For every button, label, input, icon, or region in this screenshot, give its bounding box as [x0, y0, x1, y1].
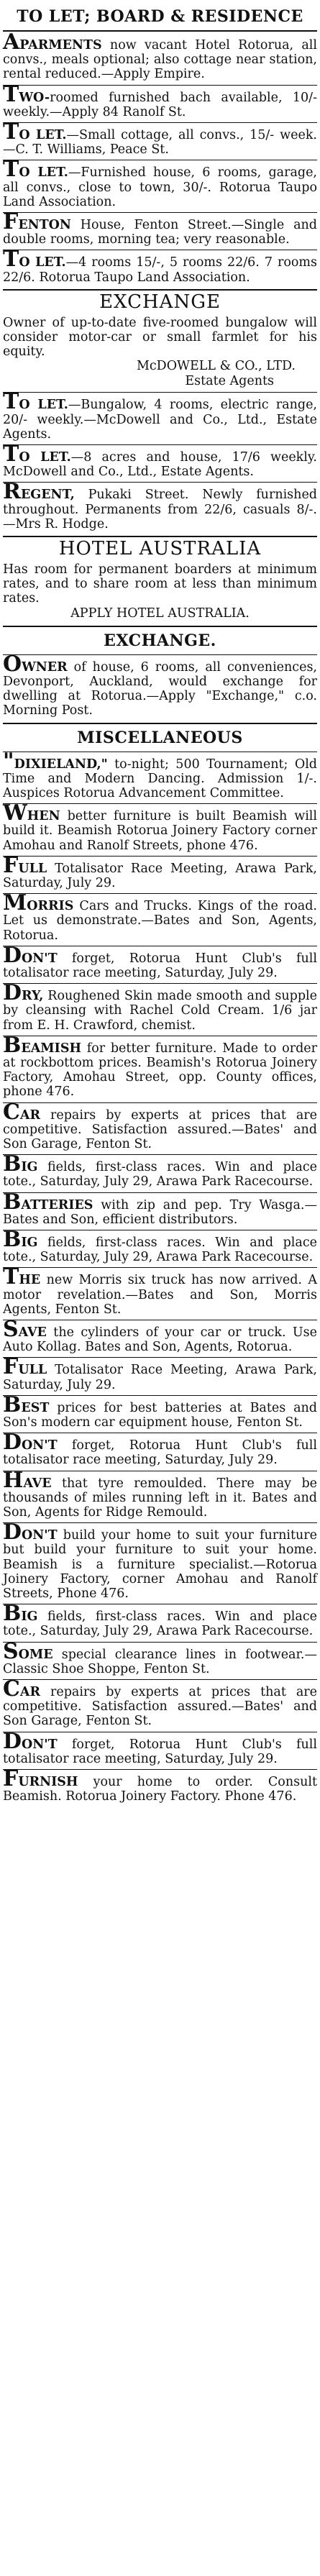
- divider: [3, 723, 317, 724]
- ad-text: of house, 6 rooms, all conveniences, Devonport, Auckland, would exchange for dwelling at Rotorua.—Apply "Exchange," c.o. Morning Post.: [3, 659, 317, 718]
- ad-text: new Morris six truck has now arrived. A motor revelation.—Bates and Son, Morris Agents, Fenton St.: [3, 1273, 317, 1317]
- classified-ad: [3, 1766, 317, 1804]
- exchange-box: [3, 291, 317, 390]
- ad-initial: D: [3, 980, 22, 1006]
- exchange-box-signature-sub: Estate Agents: [185, 374, 274, 389]
- classified-ad: [3, 157, 317, 209]
- ad-lead: OME: [18, 1647, 53, 1662]
- ad-text: forget, Rotorua Hunt Club's full totalisator race meeting, Saturday, July 29.: [3, 1737, 317, 1766]
- exchange-box-signature: McDOWELL & CO., LTD.: [136, 359, 296, 374]
- ad-text: fields, first-class races. Win and place tote., Saturday, July 29, Arawa Park Racecourse.: [3, 1609, 317, 1639]
- divider: [3, 536, 317, 537]
- ad-initial: F: [3, 1766, 19, 1792]
- ad-lead: URNISH: [18, 1775, 78, 1790]
- ad-initial: T: [3, 442, 19, 467]
- ad-lead: O LET.: [19, 165, 68, 181]
- divider: [3, 122, 317, 123]
- exchange-box-body: Owner of up-to-date five-roomed bungalow will consider motor-car or small farmlet for his equity.: [3, 315, 317, 360]
- ad-initial: F: [3, 852, 19, 878]
- classified-ad: [3, 1189, 317, 1227]
- ad-text: fields, first-class races. Win and place tote., Saturday, July 29, Arawa Park Racecourse.: [3, 1160, 317, 1189]
- ad-lead: HEN: [27, 809, 60, 824]
- classified-ad: [3, 1032, 317, 1100]
- ad-initial: D: [3, 942, 22, 968]
- ad-text: forget, Rotorua Hunt Club's full totalisator race meeting, Saturday, July 29.: [3, 951, 317, 980]
- ad-text: —Bungalow, 4 rooms, electric range, 20/- weekly.—McDowell and Co., Ltd., Estate Agents.: [3, 398, 317, 442]
- divider: [3, 1769, 317, 1770]
- classified-ad: [3, 1317, 317, 1355]
- hotel-australia-signature: APPLY HOTEL AUSTRALIA.: [70, 606, 250, 621]
- ad-text: Pukaki Street. Newly furnished throughout. Permanents from 22/6, casuals 8/-.—Mrs R. Hodge.: [3, 488, 317, 531]
- ad-lead: ON'T: [22, 951, 58, 966]
- ad-initial: D: [3, 1520, 22, 1545]
- divider: [3, 1192, 317, 1193]
- ad-lead: ULL: [18, 861, 47, 876]
- ad-initial: T: [3, 157, 19, 183]
- exchange-box-heading: EXCHANGE: [99, 291, 221, 313]
- ad-initial: B: [3, 1392, 22, 1417]
- ad-initial: H: [3, 1467, 24, 1493]
- classified-ad: [3, 389, 317, 442]
- exchange-ads: [3, 651, 317, 718]
- ad-lead: AR: [19, 1685, 41, 1700]
- ad-initial: M: [3, 890, 27, 916]
- classified-ad: [3, 1354, 317, 1392]
- ad-initial: F: [3, 209, 19, 235]
- ad-lead: AVE: [18, 1325, 47, 1340]
- divider: [3, 654, 317, 655]
- section-heading-miscellaneous: MISCELLANEOUS: [77, 728, 243, 747]
- ad-initial: A: [3, 29, 20, 55]
- divider: [3, 1679, 317, 1680]
- classified-ad: [3, 119, 317, 157]
- divider: [3, 1154, 317, 1155]
- ad-text: for better furniture. Made to order at rockbottom prices. Beamish's Rotorua Joinery Factory, Amohau Street, opp. County offices, phone 476.: [3, 1041, 317, 1100]
- ad-lead: IG: [21, 1609, 38, 1625]
- divider: [3, 392, 317, 393]
- ad-lead: ON'T: [22, 1737, 58, 1752]
- ad-initial: C: [3, 1676, 20, 1702]
- ad-initial: D: [3, 1430, 22, 1456]
- divider: [3, 289, 317, 291]
- ad-text: roomed furnished bach available, 10/- weekly.—Apply 84 Ranolf St.: [3, 90, 317, 119]
- ad-text: Totalisator Race Meeting, Arawa Park, Saturday, July 29.: [3, 861, 317, 890]
- ad-initial: T: [3, 1264, 19, 1290]
- ad-text: Roughened Skin made smooth and supple by cleansing with Rachel Cold Cream. 1/6 jar from E. H. Crawford, chemist.: [3, 989, 317, 1033]
- to-let-ads: [3, 29, 317, 285]
- ad-lead: WO-: [19, 90, 50, 105]
- ad-lead: PARMENTS: [19, 38, 102, 52]
- hotel-australia-heading: HOTEL AUSTRALIA: [58, 538, 262, 560]
- divider: [3, 1522, 317, 1523]
- ad-lead: ORRIS: [27, 899, 74, 914]
- ad-lead: EGENT,: [20, 488, 75, 503]
- ad-initial: D: [3, 1728, 22, 1754]
- ad-text: special clearance lines in footwear.—Classic Shoe Shoppe, Fenton St.: [3, 1647, 317, 1676]
- ad-initial: S: [3, 1317, 19, 1342]
- ad-lead: O LET.: [19, 398, 68, 413]
- ad-text: now vacant Hotel Rotorua, all convs., meals optional; also cottage near station, rental reduced.—Apply Empire.: [3, 38, 317, 82]
- ad-text: Cars and Trucks. Kings of the road. Let us demonstrate.—Bates and Son, Agents, Rotorua.: [3, 899, 317, 943]
- ad-text: —8 acres and house, 17/6 weekly. McDowell and Co., Ltd., Estate Agents.: [3, 450, 317, 480]
- classified-ad: [3, 1430, 317, 1468]
- classified-ad: [3, 1151, 317, 1189]
- divider: [3, 626, 317, 627]
- ad-text: —4 rooms 15/-, 5 rooms 22/6. 7 rooms 22/6. Rotorua Taupo Land Association.: [3, 255, 317, 285]
- divider: [3, 893, 317, 894]
- ad-initial: S: [3, 1638, 19, 1664]
- classified-ad: [3, 1601, 317, 1639]
- classified-ad: [3, 890, 317, 943]
- ad-lead: ON'T: [22, 1438, 58, 1453]
- classified-ad: [3, 1520, 317, 1602]
- divider: [3, 1395, 317, 1396]
- classified-ad: [3, 1467, 317, 1520]
- ad-initial: B: [3, 1226, 22, 1252]
- ad-text: better furniture is built Beamish will build it. Beamish Rotorua Joinery Factory corner Amohau and Ranolf Streets, phone 476.: [3, 809, 317, 853]
- divider: [3, 444, 317, 445]
- divider: [3, 85, 317, 86]
- classified-ad: [3, 1099, 317, 1152]
- divider: [3, 1102, 317, 1103]
- ad-text: with zip and pep. Try Wasga.—Bates and Son, efficient distributors.: [3, 1197, 317, 1227]
- classified-ad: [3, 1392, 317, 1430]
- classified-ad: [3, 479, 317, 531]
- classified-ad: [3, 800, 317, 853]
- ad-text: prices for best batteries at Bates and Son's modern car equipment house, Fenton St.: [3, 1400, 317, 1430]
- ad-initial: F: [3, 1354, 19, 1380]
- ad-text: build your home to suit your furniture but build your furniture to suit your home. Beamish is a furniture specialist.—Rotorua Joinery Factory, corner Amohau and Ranolf Streets, Phone 476.: [3, 1528, 317, 1602]
- classified-ad: [3, 1676, 317, 1729]
- ad-text: to-night; 500 Tournament; Old Time and Modern Dancing. Admission 1/-. Auspices Rotorua Advancement Committee.: [3, 757, 317, 800]
- ad-lead: AVE: [23, 1476, 52, 1491]
- classified-ad: [3, 1226, 317, 1265]
- ad-lead: IG: [21, 1160, 38, 1175]
- ad-initial: T: [3, 389, 19, 415]
- divider: [3, 482, 317, 483]
- ad-lead: O LET.: [19, 128, 67, 143]
- divider: [3, 856, 317, 857]
- classified-ad: [3, 980, 317, 1033]
- ad-initial: W: [3, 800, 27, 826]
- classified-ad: [3, 852, 317, 890]
- classified-ad: [3, 442, 317, 480]
- ad-lead: WNER: [22, 659, 68, 675]
- classified-ad: [3, 81, 317, 119]
- divider: [3, 803, 317, 804]
- ad-initial: B: [3, 1601, 22, 1627]
- classified-ad: [3, 1638, 317, 1676]
- classified-ad: [3, 651, 317, 718]
- ad-text: Totalisator Race Meeting, Arawa Park, Saturday, July 29.: [3, 1363, 317, 1392]
- ad-text: House, Fenton Street.—Single and double rooms, morning tea; very reasonable.: [3, 218, 317, 247]
- ad-initial: B: [3, 1032, 22, 1058]
- ad-initial: C: [3, 1099, 20, 1125]
- ad-text: repairs by experts at prices that are competitive. Satisfaction assured.—Bates' and Son Garage, Fenton St.: [3, 1685, 317, 1729]
- section-heading-exchange: EXCHANGE.: [104, 631, 216, 650]
- classified-ad: [3, 209, 317, 247]
- divider: [3, 1642, 317, 1643]
- classified-ad: [3, 1728, 317, 1766]
- hotel-australia-box: [3, 538, 317, 621]
- to-let-more-ads: [3, 389, 317, 531]
- ad-text: forget, Rotorua Hunt Club's full totalisator race meeting, Saturday, July 29.: [3, 1438, 317, 1468]
- ad-initial: O: [3, 651, 22, 677]
- ad-text: the cylinders of your car or truck. Use Auto Kollag. Bates and Son, Agents, Rotorua.: [3, 1325, 317, 1355]
- ad-lead: O LET.: [19, 255, 66, 270]
- classified-ad: [3, 1264, 317, 1317]
- ad-lead: ENTON: [18, 218, 71, 233]
- section-heading-to-let: TO LET; BOARD & RESIDENCE: [17, 7, 303, 26]
- ad-lead: EAMISH: [21, 1041, 82, 1056]
- classified-ad: [3, 942, 317, 980]
- ad-text: repairs by experts at prices that are competitive. Satisfaction assured.—Bates' and Son Garage, Fenton St.: [3, 1107, 317, 1151]
- divider: [3, 983, 317, 984]
- hotel-australia-body: Has room for permanent boarders at minimum rates, and to share room at less than minimum rates.: [3, 562, 317, 606]
- divider: [3, 1357, 317, 1358]
- ad-lead: HE: [19, 1273, 41, 1288]
- ad-initial: T: [3, 247, 19, 273]
- divider: [3, 212, 317, 213]
- classified-ad: [3, 748, 317, 801]
- ad-lead: ATTERIES: [21, 1197, 93, 1212]
- ad-text: —Furnished house, 6 rooms, garage, all convs., close to town, 30/-. Rotorua Taupo Land Association.: [3, 165, 317, 209]
- classified-ad: [3, 247, 317, 285]
- ad-lead: O LET.: [19, 450, 71, 465]
- ad-lead: ON'T: [22, 1528, 58, 1543]
- ad-text: that tyre remoulded. There may be thousands of miles running left in it. Bates and Son, Agents for Ridge Remould.: [3, 1476, 317, 1520]
- ad-text: fields, first-class races. Win and place tote., Saturday, July 29, Arawa Park Racecourse.: [3, 1235, 317, 1265]
- ad-lead: IG: [21, 1235, 38, 1250]
- divider: [3, 30, 317, 32]
- ad-lead: EST: [21, 1400, 50, 1415]
- ad-initial: B: [3, 1189, 22, 1215]
- ad-lead: DIXIELAND,": [14, 757, 108, 772]
- ad-initial: T: [3, 81, 19, 107]
- classified-ad: [3, 29, 317, 82]
- ad-initial: ": [3, 748, 14, 774]
- ad-lead: AR: [19, 1107, 41, 1123]
- ad-initial: T: [3, 119, 19, 145]
- ad-lead: RY,: [22, 989, 44, 1004]
- divider: [3, 1267, 317, 1268]
- ad-text: —Small cottage, all convs., 15/- week.—C. T. Williams, Peace St.: [3, 128, 317, 157]
- ad-lead: ULL: [18, 1363, 47, 1378]
- ad-text: your home to order. Consult Beamish. Rotorua Joinery Factory. Phone 476.: [3, 1775, 317, 1804]
- ad-initial: B: [3, 1151, 22, 1177]
- ad-initial: R: [3, 479, 21, 505]
- miscellaneous-ads: [3, 748, 317, 1804]
